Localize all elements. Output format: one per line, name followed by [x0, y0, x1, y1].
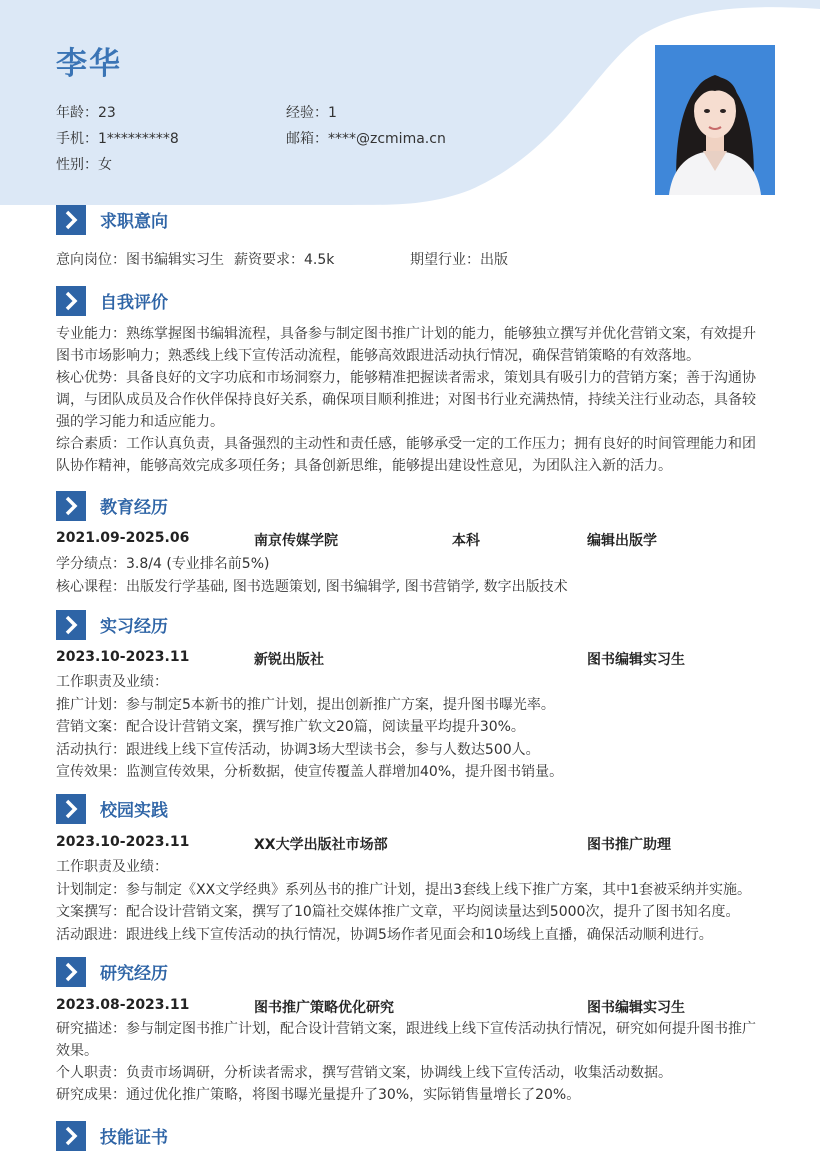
- internship-details: [56, 671, 768, 784]
- campus-role: 图书推广助理: [587, 837, 671, 853]
- self-evaluation-text: [56, 323, 768, 477]
- chevron-right-icon: [56, 610, 86, 640]
- internship-org: 新锐出版社: [254, 652, 324, 668]
- gender-info: 性别：女: [56, 157, 112, 173]
- self-eval-strengths: 核心优势：具备良好的文字功底和市场洞察力，能够精准把握读者需求，策划具有吸引力的营销方案；善于沟通协调，与团队成员及合作伙伴保持良好关系，确保项目顺利推进；对图书行业充满热情，持续关注行业动态，具备较强的学习能力和适应能力。: [56, 370, 756, 430]
- list-item: 文案撰写：配合设计营销文案，撰写了10篇社交媒体推广文章，平均阅读量达到5000次，提升了图书知名度。: [56, 904, 740, 920]
- section-title: 研究经历: [100, 964, 168, 984]
- campus-date: 2023.10-2023.11: [56, 834, 190, 850]
- major: 编辑出版学: [587, 533, 657, 549]
- chevron-right-icon: [56, 1121, 86, 1151]
- internship-role: 图书编辑实习生: [587, 652, 685, 668]
- campus-org: XX大学出版社市场部: [254, 837, 388, 853]
- self-eval-professional: 专业能力：熟练掌握图书编辑流程，具备参与制定图书推广计划的能力，能够独立撰写并优化营销文案，有效提升图书市场影响力；熟悉线上线下宣传活动流程，能够高效跟进活动执行情况，确保营销策略的有效落地。: [56, 326, 756, 364]
- chevron-right-icon: [56, 794, 86, 824]
- research-date: 2023.08-2023.11: [56, 997, 190, 1013]
- section-title: 自我评价: [100, 293, 168, 313]
- section-title: 求职意向: [100, 212, 168, 232]
- education-date: 2021.09-2025.06: [56, 530, 190, 546]
- research-description: 研究描述：参与制定图书推广计划，配合设计营销文案，跟进线上线下宣传活动执行情况，研究如何提升图书推广效果。: [56, 1021, 756, 1059]
- section-education: [56, 491, 776, 521]
- email-info: 邮箱：****@zcmima.cn: [286, 131, 446, 147]
- self-eval-qualities: 综合素质：工作认真负责，具备强烈的主动性和责任感，能够承受一定的工作压力；拥有良好的时间管理能力和团队协作精神，能够高效完成多项任务；具备创新思维，能够提出建设性意见，为团队注入新的活力。: [56, 436, 756, 474]
- campus-details: [56, 856, 768, 946]
- research-project: 图书推广策略优化研究: [254, 1000, 394, 1016]
- profile-photo: [655, 45, 775, 195]
- section-skills: [56, 1121, 776, 1151]
- list-item: 宣传效果：监测宣传效果，分析数据，使宣传覆盖人群增加40%，提升图书销量。: [56, 764, 564, 780]
- chevron-right-icon: [56, 286, 86, 316]
- candidate-name: 李华: [56, 46, 122, 82]
- research-duty: 个人职责：负责市场调研，分析读者需求，撰写营销文案，协调线上线下宣传活动，收集活动数据。: [56, 1065, 672, 1081]
- chevron-right-icon: [56, 957, 86, 987]
- school-name: 南京传媒学院: [254, 533, 338, 549]
- education-courses: 核心课程：出版发行学基础, 图书选题策划, 图书编辑学, 图书营销学, 数字出版技术: [56, 579, 568, 595]
- expected-salary: 薪资要求：4.5k: [234, 252, 335, 268]
- age-info: 年龄：23: [56, 105, 116, 121]
- list-item: 工作职责及业绩：: [56, 859, 168, 875]
- research-result: 研究成果：通过优化推广策略，将图书曝光量提升了30%，实际销售量增长了20%。: [56, 1087, 581, 1103]
- section-title: 实习经历: [100, 617, 168, 637]
- section-title: 教育经历: [100, 498, 168, 518]
- chevron-right-icon: [56, 205, 86, 235]
- section-research: [56, 957, 776, 987]
- chevron-right-icon: [56, 491, 86, 521]
- list-item: 营销文案：配合设计营销文案，撰写推广软文20篇，阅读量平均提升30%。: [56, 719, 525, 735]
- expected-industry: 期望行业：出版: [410, 252, 508, 268]
- section-self-evaluation: [56, 286, 776, 316]
- education-gpa: 学分绩点：3.8/4 (专业排名前5%): [56, 556, 270, 572]
- section-job-intent: [56, 205, 776, 235]
- list-item: 活动跟进：跟进线上线下宣传活动的执行情况，协调5场作者见面会和10场线上直播，确保活动顺利进行。: [56, 926, 713, 943]
- research-details: [56, 1018, 768, 1106]
- list-item: 活动执行：跟进线上线下宣传活动，协调3场大型读书会，参与人数达500人。: [56, 741, 540, 758]
- list-item: 工作职责及业绩：: [56, 674, 168, 690]
- section-campus-practice: [56, 794, 776, 824]
- degree: 本科: [452, 533, 480, 549]
- list-item: 推广计划：参与制定5本新书的推广计划，提出创新推广方案，提升图书曝光率。: [56, 696, 555, 713]
- experience-info: 经验：1: [286, 105, 337, 121]
- list-item: 计划制定：参与制定《XX文学经典》系列丛书的推广计划，提出3套线上线下推广方案，其中1套被采纳并实施。: [56, 881, 751, 898]
- research-role: 图书编辑实习生: [587, 1000, 685, 1016]
- section-title: 校园实践: [100, 801, 168, 821]
- intended-position: 意向岗位：图书编辑实习生: [56, 252, 224, 268]
- section-title: 技能证书: [100, 1128, 168, 1148]
- phone-info: 手机：1*********8: [56, 131, 179, 147]
- section-internship: [56, 610, 776, 640]
- internship-date: 2023.10-2023.11: [56, 649, 190, 665]
